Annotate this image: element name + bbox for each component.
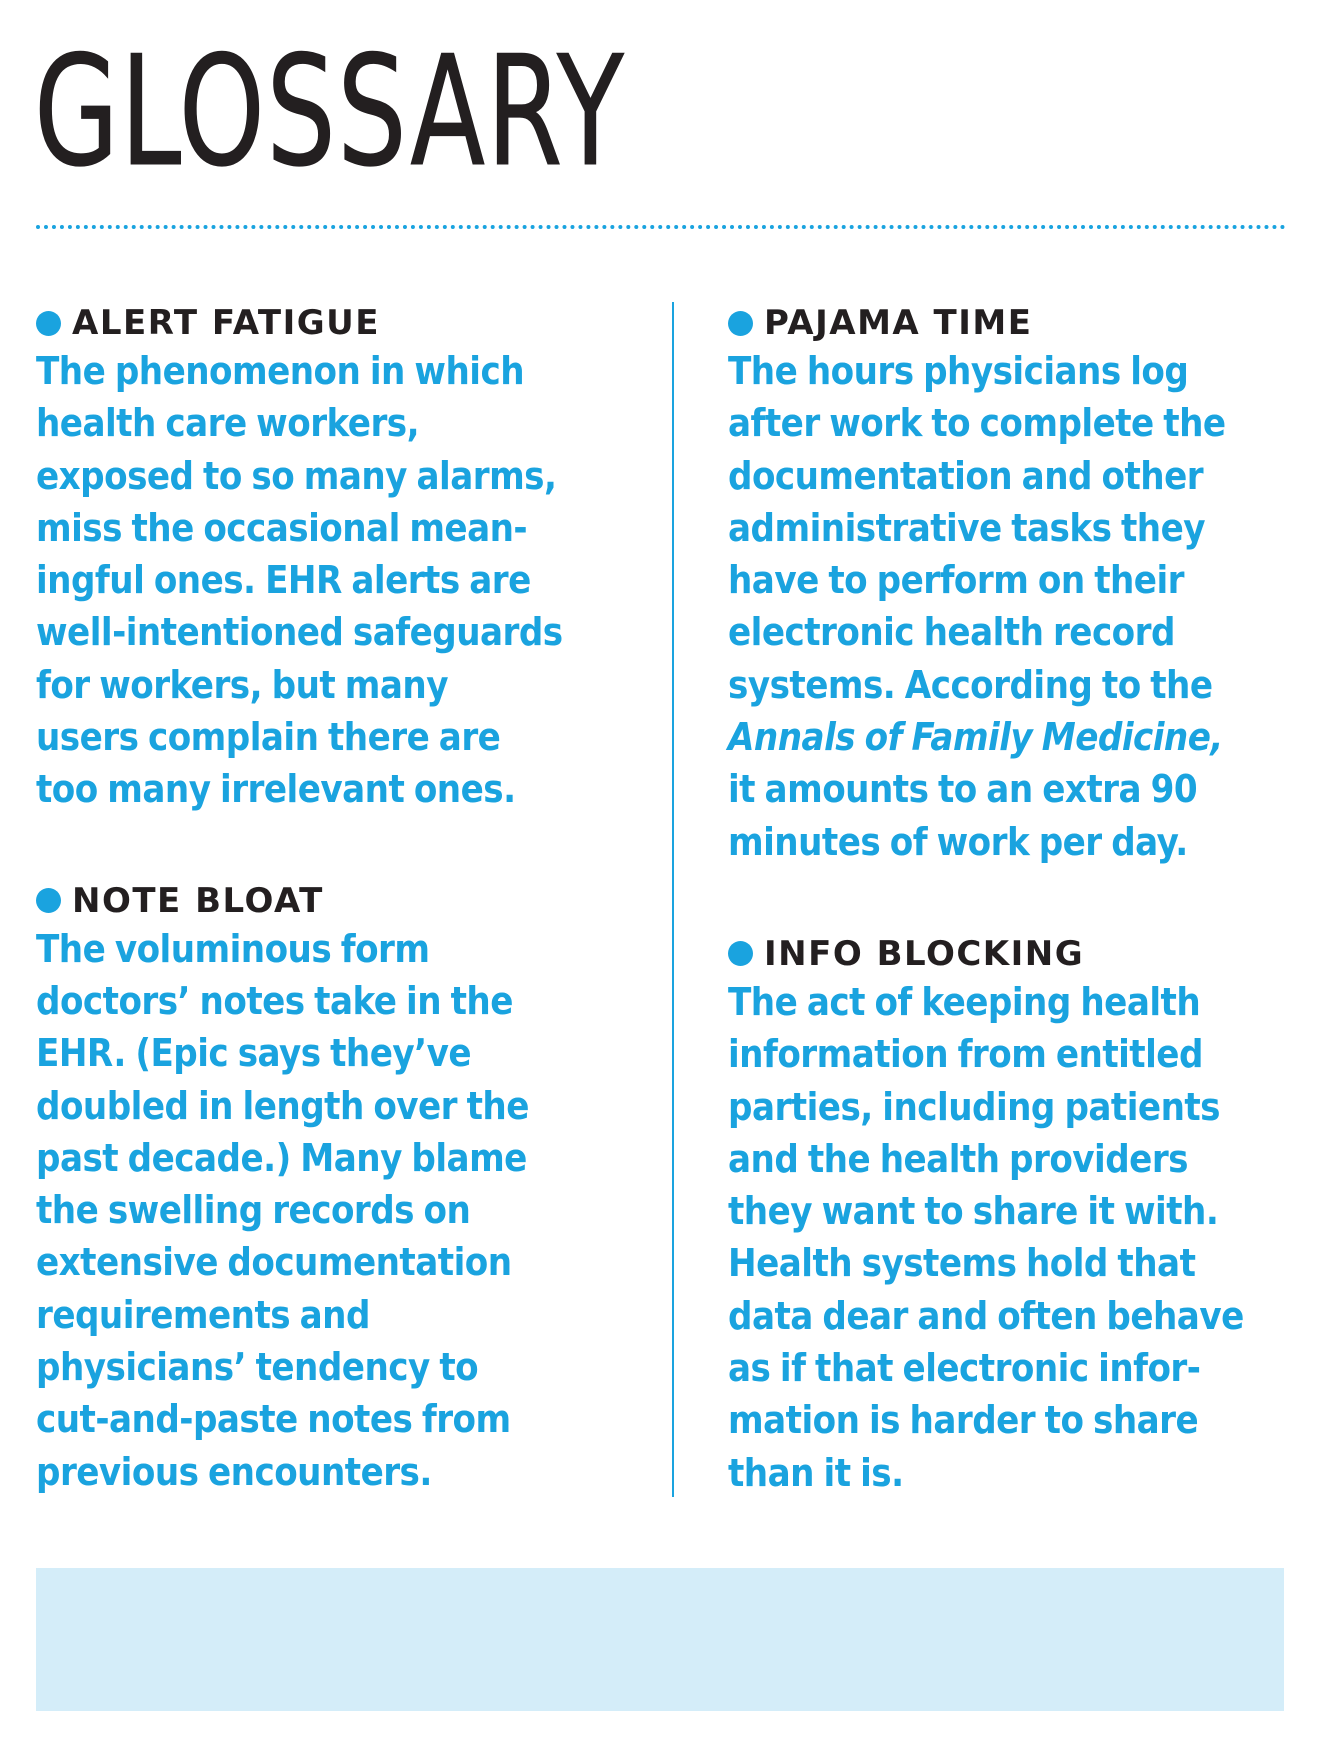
definition-line: as if that electronic infor- — [728, 1346, 1201, 1391]
definition-line: the swelling records on — [36, 1188, 471, 1233]
bullet-dot-icon — [36, 888, 61, 913]
definition-line: data dear and often behave — [728, 1293, 1244, 1338]
definition-line: than it is. — [728, 1450, 904, 1495]
definition-line: ingful ones. EHR alerts are — [36, 558, 531, 603]
definition-line: The voluminous form — [36, 926, 430, 971]
definition-line: extensive documentation — [36, 1240, 512, 1285]
term-definition — [36, 345, 636, 816]
definition-line: well-intentioned safeguards — [36, 610, 563, 655]
definition-line: EHR. (Epic says they’ve — [36, 1031, 472, 1076]
term-definition — [36, 923, 636, 1498]
definition-line: doubled in length over the — [36, 1083, 529, 1128]
definition-line: have to perform on their — [728, 558, 1184, 603]
definition-line: parties, including patients — [728, 1084, 1221, 1129]
bullet-dot-icon — [728, 311, 753, 336]
definition-line: past decade.) Many blame — [36, 1135, 527, 1180]
term-definition — [728, 976, 1320, 1499]
definition-line: The act of keeping health — [728, 979, 1201, 1024]
glossary-term — [36, 879, 636, 923]
glossary-entry-info-blocking — [728, 932, 1320, 1499]
definition-line: administrative tasks they — [728, 505, 1205, 550]
definition-line: too many irrelevant ones. — [36, 767, 516, 812]
bullet-dot-icon — [728, 941, 753, 966]
definition-line: Health systems hold that — [728, 1241, 1196, 1286]
column-divider — [672, 302, 674, 1497]
definition-line: miss the occasional mean- — [36, 505, 528, 550]
glossary-column-left — [36, 301, 636, 1498]
glossary-term — [728, 301, 1320, 345]
definition-line: documentation and other — [728, 453, 1204, 498]
definition-line: electronic health record — [728, 610, 1175, 655]
definition-line: doctors’ notes take in the — [36, 978, 513, 1023]
dotted-divider — [36, 225, 1286, 229]
glossary-entry-alert-fatigue — [36, 301, 636, 816]
definition-line: after work to complete the — [728, 401, 1226, 446]
page-title: GLOSSARY — [34, 23, 626, 200]
bullet-dot-icon — [36, 311, 61, 336]
definition-line: The phenomenon in which — [36, 349, 525, 393]
definition-line: requirements and — [36, 1292, 370, 1337]
glossary-term — [36, 301, 636, 345]
term-label: INFO BLOCKING — [764, 933, 1085, 974]
journal-title: Annals of Family Medicine, — [728, 715, 1223, 760]
glossary-term — [728, 932, 1320, 976]
term-label: PAJAMA TIME — [764, 303, 1033, 343]
definition-line: it amounts to an extra 90 — [728, 767, 1198, 812]
term-label: ALERT FATIGUE — [72, 303, 380, 343]
definition-line: users complain there are — [36, 715, 501, 760]
definition-line: previous encounters. — [36, 1449, 432, 1494]
term-definition — [728, 345, 1320, 868]
definition-line: for workers, but many — [36, 662, 448, 707]
definition-line: health care workers, — [36, 401, 420, 446]
definition-line: minutes of work per day. — [728, 819, 1188, 864]
definition-line: systems. According to the — [728, 662, 1213, 707]
definition-line: and the health providers — [728, 1136, 1188, 1181]
term-label: NOTE BLOAT — [72, 880, 324, 921]
glossary-entry-note-bloat — [36, 879, 636, 1498]
definition-line: they want to share it with. — [728, 1189, 1219, 1234]
definition-line: mation is harder to share — [728, 1398, 1199, 1443]
definition-line: exposed to so many alarms, — [36, 453, 557, 498]
definition-line: information from entitled — [728, 1032, 1203, 1077]
glossary-column-right — [728, 301, 1320, 1499]
glossary-entry-pajama-time — [728, 301, 1320, 868]
definition-line: The hours physicians log — [728, 349, 1189, 393]
definition-line: physicians’ tendency to — [36, 1345, 479, 1390]
definition-line: cut-and-paste notes from — [36, 1397, 511, 1442]
bottom-panel — [36, 1568, 1284, 1711]
